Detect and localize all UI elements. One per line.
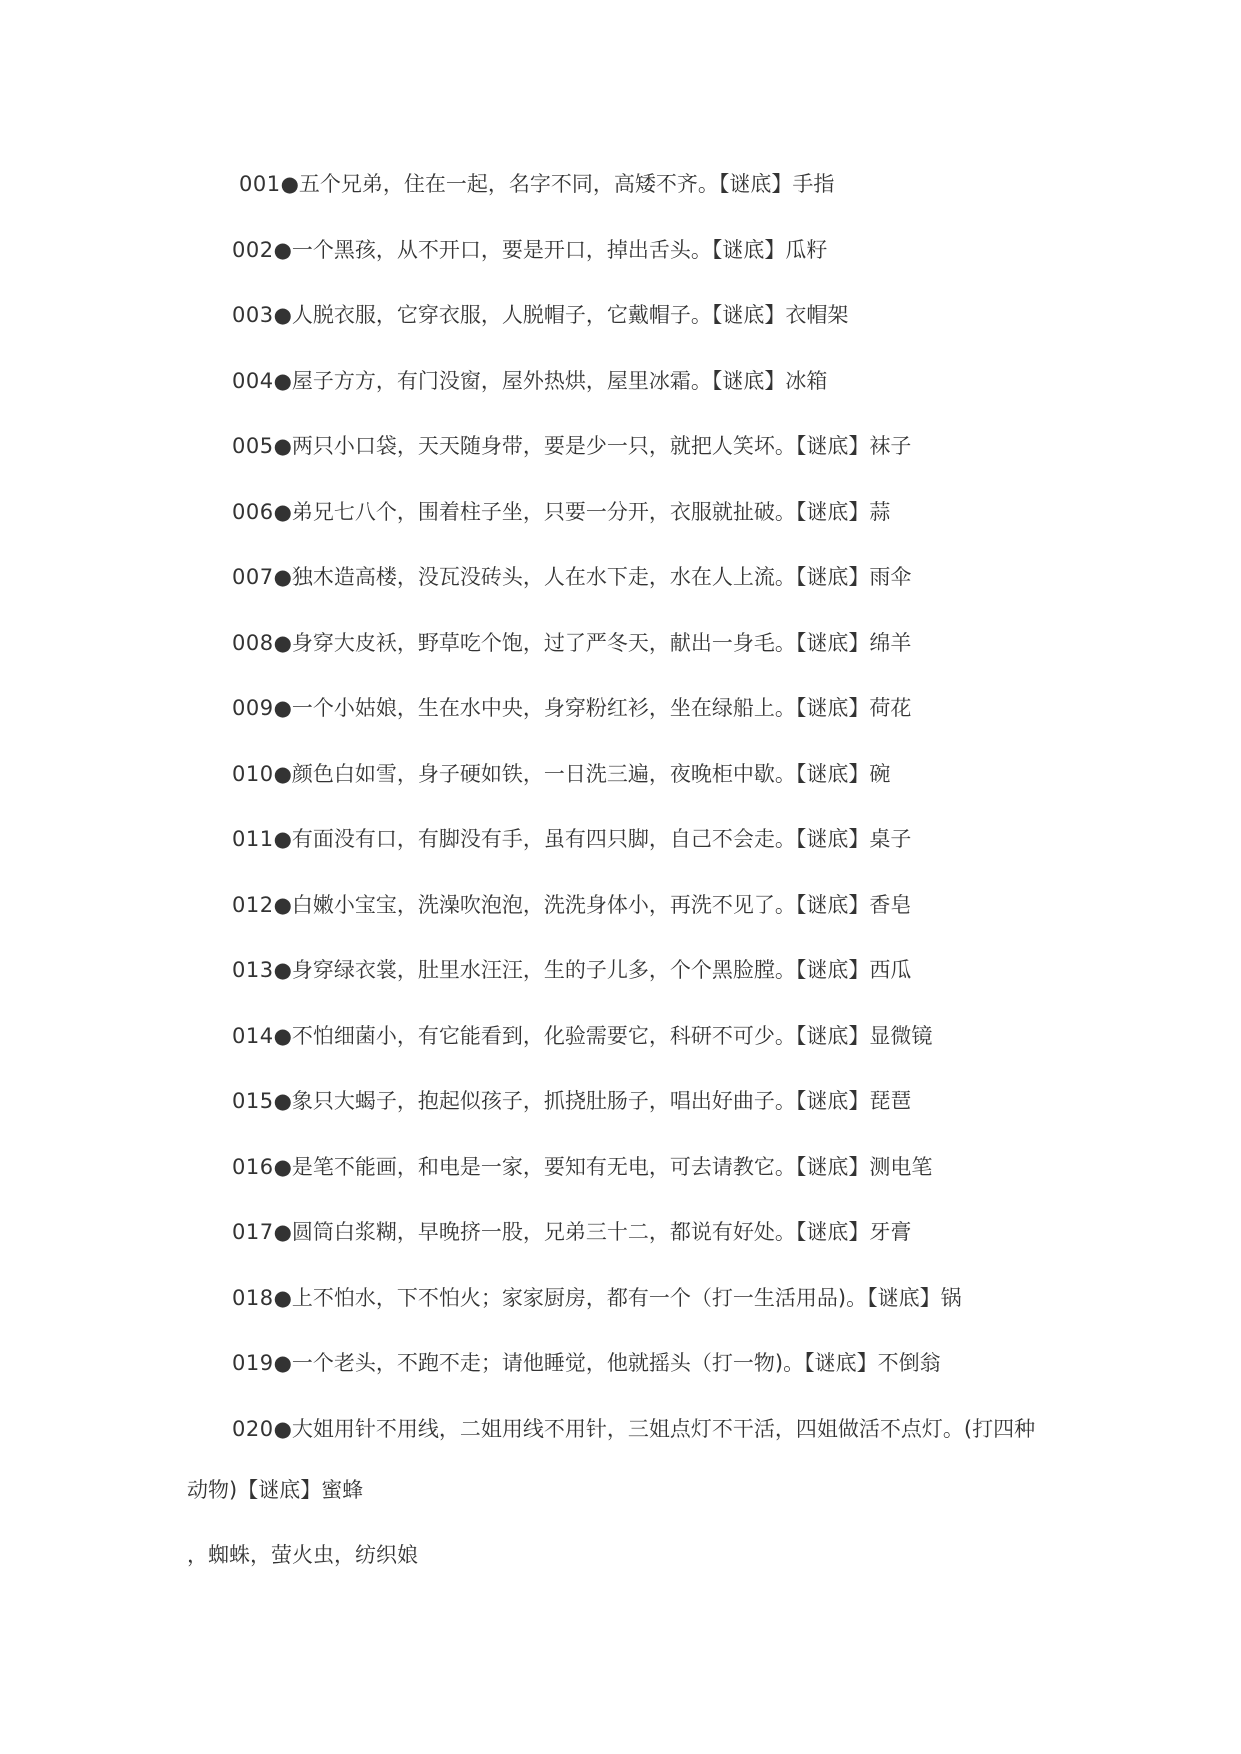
riddle-text: ●五个兄弟，住在一起，名字不同，高矮不齐。【谜底】手指 (280, 172, 835, 196)
riddle-number: 005 (232, 434, 274, 458)
riddle-number: 002 (232, 237, 274, 262)
riddle-line (232, 295, 1132, 361)
riddle-line (232, 1147, 1132, 1213)
riddle-number: 004 (232, 368, 274, 393)
riddle-line (232, 1409, 1132, 1449)
riddle-number: 010 (232, 761, 274, 786)
riddle-line (232, 230, 1132, 296)
riddle-line (232, 885, 1132, 951)
riddle-text: ●象只大蝎子，抱起似孩子，抓挠肚肠子，唱出好曲子。【谜底】琵琶 (273, 1089, 912, 1113)
riddle-line (232, 623, 1132, 689)
riddle-text: ●弟兄七八个，围着柱子坐，只要一分开，衣服就扯破。【谜底】蒜 (273, 499, 891, 524)
riddle-line (232, 950, 1132, 1016)
riddle-number: 013 (232, 958, 274, 982)
riddle-text: ●圆筒白浆糊，早晚挤一股，兄弟三十二，都说有好处。【谜底】牙膏 (273, 1220, 912, 1244)
riddle-line (232, 557, 1132, 623)
riddle-number: 017 (232, 1220, 274, 1244)
riddle-text: ●独木造高楼，没瓦没砖头，人在水下走，水在人上流。【谜底】雨伞 (273, 565, 912, 589)
riddle-list (232, 164, 1132, 1449)
riddle-text: ●颜色白如雪，身子硬如铁，一日洗三遍，夜晚柜中歇。【谜底】碗 (273, 761, 891, 786)
riddle-line (232, 361, 1132, 427)
riddle-text: ●不怕细菌小，有它能看到，化验需要它，科研不可少。【谜底】显微镜 (273, 1023, 933, 1048)
riddle-line (232, 754, 1132, 820)
riddle-line (232, 1081, 1132, 1147)
riddle-continuation-line: ，蜘蛛，萤火虫，纺织娘 (187, 1543, 418, 1567)
riddle-number: 006 (232, 499, 274, 524)
riddle-number: 020 (232, 1416, 274, 1441)
riddle-number: 007 (232, 565, 274, 589)
riddle-number: 019 (232, 1351, 274, 1375)
riddle-text: ●身穿绿衣裳，肚里水汪汪，生的子儿多，个个黑脸膛。【谜底】西瓜 (273, 958, 912, 982)
riddle-number: 011 (232, 827, 274, 851)
riddle-text: ●身穿大皮袄，野草吃个饱，过了严冬天，献出一身毛。【谜底】绵羊 (273, 630, 912, 655)
riddle-number: 012 (232, 892, 274, 917)
riddle-number: 003 (232, 303, 274, 327)
riddle-number: 018 (232, 1285, 274, 1310)
riddle-line (232, 1212, 1132, 1278)
riddle-text: ●人脱衣服，它穿衣服，人脱帽子，它戴帽子。【谜底】衣帽架 (273, 303, 849, 327)
riddle-number: 001 (239, 172, 281, 196)
riddle-line (232, 1278, 1132, 1344)
riddle-text: ●白嫩小宝宝，洗澡吹泡泡，洗洗身体小，再洗不见了。【谜底】香皂 (273, 892, 912, 917)
riddle-line (232, 819, 1132, 885)
riddle-text: ●一个黑孩，从不开口，要是开口，掉出舌头。【谜底】瓜籽 (273, 237, 828, 262)
riddle-line (232, 1343, 1132, 1409)
riddle-number: 009 (232, 696, 274, 720)
riddle-text: ●大姐用针不用线，二姐用线不用针，三姐点灯不干活，四姐做活不点灯。(打四种 (273, 1416, 1036, 1441)
riddle-text: ●有面没有口，有脚没有手，虽有四只脚，自己不会走。【谜底】桌子 (273, 827, 912, 851)
riddle-number: 014 (232, 1023, 274, 1048)
riddle-continuation-line: 动物)【谜底】蜜蜂 (187, 1478, 364, 1502)
riddle-text: ●一个小姑娘，生在水中央，身穿粉红衫，坐在绿船上。【谜底】荷花 (273, 696, 912, 720)
riddle-number: 008 (232, 630, 274, 655)
riddle-number: 016 (232, 1154, 274, 1179)
riddle-line (232, 1016, 1132, 1082)
riddle-text: ●屋子方方，有门没窗，屋外热烘，屋里冰霜。【谜底】冰箱 (273, 368, 828, 393)
riddle-number: 015 (232, 1089, 274, 1113)
riddle-text: ●是笔不能画，和电是一家，要知有无电，可去请教它。【谜底】测电笔 (273, 1154, 933, 1179)
riddle-line (232, 164, 1132, 230)
riddle-text: ●上不怕水，下不怕火；家家厨房，都有一个（打一生活用品)。【谜底】锅 (273, 1285, 962, 1310)
riddle-text: ●两只小口袋，天天随身带，要是少一只，就把人笑坏。【谜底】袜子 (273, 434, 912, 458)
riddle-line (232, 688, 1132, 754)
riddle-line (232, 492, 1132, 558)
riddle-text: ●一个老头，不跑不走；请他睡觉，他就摇头（打一物)。【谜底】不倒翁 (273, 1351, 941, 1375)
riddle-line (232, 426, 1132, 492)
